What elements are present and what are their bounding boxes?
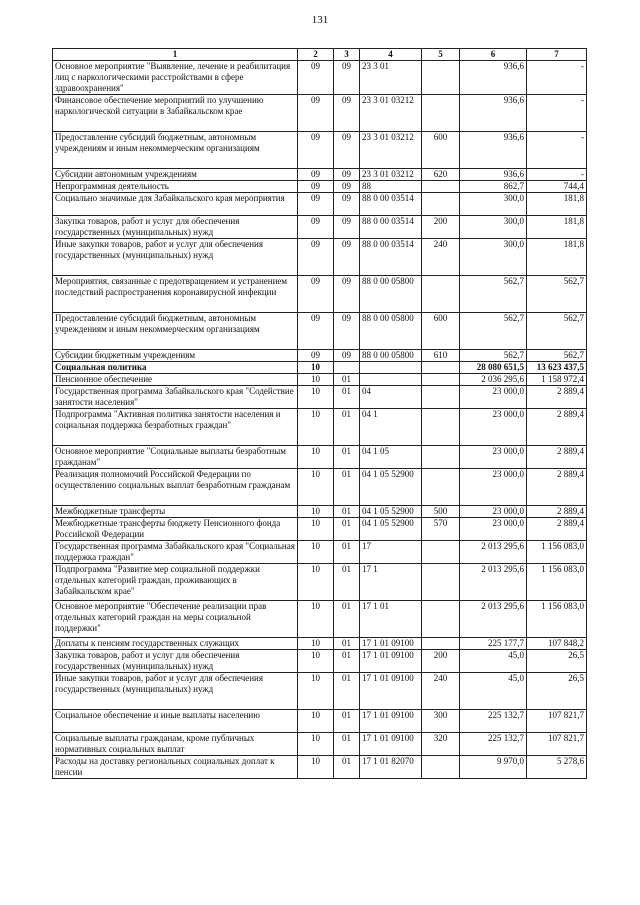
target-article-cell: 88 0 00 03514 — [360, 239, 422, 276]
amount-planned-cell: 23 000,0 — [460, 469, 527, 506]
row-name-cell: Социальная политика — [53, 362, 298, 374]
amount-planned-cell: 23 000,0 — [460, 409, 527, 446]
target-article-cell: 04 1 — [360, 409, 422, 446]
column-header: 3 — [334, 49, 360, 61]
target-article-cell: 17 1 01 09100 — [360, 733, 422, 756]
amount-planned-cell: 45,0 — [460, 650, 527, 673]
table-row — [53, 564, 587, 601]
amount-executed-cell: 744,4 — [527, 181, 587, 193]
target-article-cell: 88 0 00 05800 — [360, 313, 422, 350]
target-article-cell — [360, 374, 422, 386]
table-header-row — [53, 49, 587, 61]
amount-executed-cell: 107 821,7 — [527, 710, 587, 733]
expense-type-cell — [422, 193, 460, 216]
subsection-code-cell: 09 — [334, 239, 360, 276]
table-row — [53, 756, 587, 779]
amount-planned-cell: 23 000,0 — [460, 506, 527, 518]
table-row — [53, 374, 587, 386]
expense-type-cell: 300 — [422, 710, 460, 733]
expense-type-cell — [422, 564, 460, 601]
target-article-cell: 04 1 05 52900 — [360, 506, 422, 518]
amount-executed-cell: 2 889,4 — [527, 409, 587, 446]
expense-type-cell: 320 — [422, 733, 460, 756]
amount-planned-cell: 2 013 295,6 — [460, 541, 527, 564]
section-code-cell: 09 — [298, 95, 334, 132]
row-name-cell: Предоставление субсидий бюджетным, автономным учреждениям и иным некоммерческим организациям — [53, 313, 298, 350]
expense-type-cell — [422, 469, 460, 506]
section-code-cell: 10 — [298, 362, 334, 374]
target-article-cell: 04 1 05 — [360, 446, 422, 469]
target-article-cell: 17 — [360, 541, 422, 564]
column-header: 6 — [460, 49, 527, 61]
row-name-cell: Субсидии автономным учреждениям — [53, 169, 298, 181]
amount-executed-cell: 562,7 — [527, 276, 587, 313]
subsection-code-cell: 01 — [334, 541, 360, 564]
subsection-code-cell: 01 — [334, 374, 360, 386]
table-row — [53, 95, 587, 132]
amount-planned-cell: 2 036 295,6 — [460, 374, 527, 386]
target-article-cell: 88 0 00 03514 — [360, 193, 422, 216]
amount-executed-cell: - — [527, 61, 587, 95]
table-row — [53, 650, 587, 673]
amount-executed-cell: 562,7 — [527, 313, 587, 350]
subsection-code-cell: 09 — [334, 61, 360, 95]
row-name-cell: Мероприятия, связанные с предотвращением и устранением последствий распространения коронавирусной инфекции — [53, 276, 298, 313]
amount-executed-cell: 181,8 — [527, 239, 587, 276]
row-name-cell: Государственная программа Забайкальского края "Содействие занятости населения" — [53, 386, 298, 409]
section-code-cell: 10 — [298, 601, 334, 638]
section-code-cell: 10 — [298, 564, 334, 601]
subsection-code-cell — [334, 362, 360, 374]
amount-planned-cell: 2 013 295,6 — [460, 564, 527, 601]
target-article-cell: 23 3 01 03212 — [360, 169, 422, 181]
section-code-cell: 10 — [298, 638, 334, 650]
subsection-code-cell: 09 — [334, 132, 360, 169]
table-row — [53, 276, 587, 313]
expense-type-cell — [422, 362, 460, 374]
expense-type-cell — [422, 181, 460, 193]
amount-executed-cell: 2 889,4 — [527, 518, 587, 541]
row-name-cell: Финансовое обеспечение мероприятий по улучшению наркологической ситуации в Забайкальском крае — [53, 95, 298, 132]
amount-planned-cell: 45,0 — [460, 673, 527, 710]
row-name-cell: Предоставление субсидий бюджетным, автономным учреждениям и иным некоммерческим организациям — [53, 132, 298, 169]
amount-executed-cell: 2 889,4 — [527, 469, 587, 506]
amount-planned-cell: 225 132,7 — [460, 733, 527, 756]
row-name-cell: Подпрограмма "Активная политика занятости населения и социальная поддержка безработных граждан" — [53, 409, 298, 446]
expense-type-cell — [422, 386, 460, 409]
expense-type-cell — [422, 638, 460, 650]
subsection-code-cell: 01 — [334, 673, 360, 710]
table-row — [53, 216, 587, 239]
target-article-cell: 88 — [360, 181, 422, 193]
row-name-cell: Иные закупки товаров, работ и услуг для обеспечения государственных (муниципальных) нужд — [53, 239, 298, 276]
expense-type-cell — [422, 756, 460, 779]
row-name-cell: Межбюджетные трансферты бюджету Пенсионного фонда Российской Федерации — [53, 518, 298, 541]
section-code-cell: 09 — [298, 216, 334, 239]
table-row — [53, 313, 587, 350]
row-name-cell: Государственная программа Забайкальского края "Социальная поддержка граждан" — [53, 541, 298, 564]
table-row — [53, 132, 587, 169]
subsection-code-cell: 01 — [334, 638, 360, 650]
subsection-code-cell: 01 — [334, 650, 360, 673]
table-row — [53, 362, 587, 374]
amount-planned-cell: 300,0 — [460, 193, 527, 216]
amount-executed-cell: 181,8 — [527, 216, 587, 239]
row-name-cell: Основное мероприятие "Выявление, лечение и реабилитация лиц с наркологическими расстройствами в сфере здравоохранения" — [53, 61, 298, 95]
column-header: 7 — [527, 49, 587, 61]
section-code-cell: 09 — [298, 181, 334, 193]
amount-planned-cell: 936,6 — [460, 61, 527, 95]
table-row — [53, 506, 587, 518]
subsection-code-cell: 09 — [334, 350, 360, 362]
section-code-cell: 10 — [298, 506, 334, 518]
subsection-code-cell: 09 — [334, 95, 360, 132]
table-row — [53, 181, 587, 193]
row-name-cell: Социальные выплаты гражданам, кроме публичных нормативных социальных выплат — [53, 733, 298, 756]
section-code-cell: 10 — [298, 518, 334, 541]
row-name-cell: Социально значимые для Забайкальского края мероприятия — [53, 193, 298, 216]
subsection-code-cell: 01 — [334, 564, 360, 601]
amount-planned-cell: 9 970,0 — [460, 756, 527, 779]
amount-executed-cell: - — [527, 169, 587, 181]
subsection-code-cell: 01 — [334, 710, 360, 733]
amount-executed-cell: 562,7 — [527, 350, 587, 362]
expense-type-cell — [422, 601, 460, 638]
amount-planned-cell: 2 013 295,6 — [460, 601, 527, 638]
row-name-cell: Доплаты к пенсиям государственных служащих — [53, 638, 298, 650]
expense-type-cell — [422, 446, 460, 469]
amount-executed-cell: 181,8 — [527, 193, 587, 216]
table-body — [53, 61, 587, 779]
subsection-code-cell: 01 — [334, 518, 360, 541]
table-row — [53, 61, 587, 95]
section-code-cell: 10 — [298, 386, 334, 409]
section-code-cell: 10 — [298, 409, 334, 446]
row-name-cell: Социальное обеспечение и иные выплаты населению — [53, 710, 298, 733]
amount-executed-cell: 1 156 083,0 — [527, 601, 587, 638]
column-header: 2 — [298, 49, 334, 61]
row-name-cell: Подпрограмма "Развитие мер социальной поддержки отдельных категорий граждан, проживающих в Забайкальском крае" — [53, 564, 298, 601]
section-code-cell: 10 — [298, 374, 334, 386]
amount-executed-cell: 26,5 — [527, 650, 587, 673]
section-code-cell: 09 — [298, 61, 334, 95]
target-article-cell: 23 3 01 03212 — [360, 95, 422, 132]
subsection-code-cell: 01 — [334, 506, 360, 518]
amount-planned-cell: 23 000,0 — [460, 446, 527, 469]
section-code-cell: 10 — [298, 650, 334, 673]
table-row — [53, 469, 587, 506]
table-row — [53, 409, 587, 446]
section-code-cell: 09 — [298, 193, 334, 216]
target-article-cell: 17 1 01 82070 — [360, 756, 422, 779]
subsection-code-cell: 09 — [334, 276, 360, 313]
subsection-code-cell: 01 — [334, 386, 360, 409]
target-article-cell: 17 1 01 09100 — [360, 650, 422, 673]
target-article-cell: 88 0 00 03514 — [360, 216, 422, 239]
row-name-cell: Реализация полномочий Российской Федерации по осуществлению социальных выплат безработным гражданам — [53, 469, 298, 506]
table-row — [53, 601, 587, 638]
section-code-cell: 10 — [298, 756, 334, 779]
subsection-code-cell: 01 — [334, 469, 360, 506]
expense-type-cell: 570 — [422, 518, 460, 541]
amount-executed-cell: - — [527, 132, 587, 169]
amount-executed-cell: 107 821,7 — [527, 733, 587, 756]
amount-planned-cell: 300,0 — [460, 216, 527, 239]
budget-table — [52, 48, 587, 779]
row-name-cell: Основное мероприятие "Социальные выплаты безработным гражданам" — [53, 446, 298, 469]
table-row — [53, 733, 587, 756]
amount-executed-cell: 107 848,2 — [527, 638, 587, 650]
section-code-cell: 09 — [298, 313, 334, 350]
section-code-cell: 10 — [298, 541, 334, 564]
table-row — [53, 169, 587, 181]
expense-type-cell — [422, 95, 460, 132]
section-code-cell: 09 — [298, 132, 334, 169]
table-row — [53, 518, 587, 541]
table-row — [53, 239, 587, 276]
expense-type-cell — [422, 374, 460, 386]
table-row — [53, 446, 587, 469]
section-code-cell: 10 — [298, 446, 334, 469]
subsection-code-cell: 09 — [334, 181, 360, 193]
expense-type-cell: 620 — [422, 169, 460, 181]
row-name-cell: Расходы на доставку региональных социальных доплат к пенсии — [53, 756, 298, 779]
amount-planned-cell: 936,6 — [460, 169, 527, 181]
target-article-cell: 17 1 01 09100 — [360, 638, 422, 650]
subsection-code-cell: 01 — [334, 446, 360, 469]
table-row — [53, 541, 587, 564]
subsection-code-cell: 09 — [334, 216, 360, 239]
section-code-cell: 10 — [298, 469, 334, 506]
target-article-cell: 17 1 01 09100 — [360, 673, 422, 710]
amount-planned-cell: 936,6 — [460, 132, 527, 169]
amount-planned-cell: 225 132,7 — [460, 710, 527, 733]
row-name-cell: Иные закупки товаров, работ и услуг для обеспечения государственных (муниципальных) нужд — [53, 673, 298, 710]
amount-executed-cell: 5 278,6 — [527, 756, 587, 779]
table-row — [53, 193, 587, 216]
expense-type-cell: 240 — [422, 673, 460, 710]
row-name-cell: Пенсионное обеспечение — [53, 374, 298, 386]
subsection-code-cell: 01 — [334, 733, 360, 756]
table-row — [53, 673, 587, 710]
row-name-cell: Субсидии бюджетным учреждениям — [53, 350, 298, 362]
section-code-cell: 10 — [298, 710, 334, 733]
row-name-cell: Закупка товаров, работ и услуг для обеспечения государственных (муниципальных) нужд — [53, 650, 298, 673]
amount-planned-cell: 23 000,0 — [460, 386, 527, 409]
amount-executed-cell: 2 889,4 — [527, 386, 587, 409]
expense-type-cell: 200 — [422, 650, 460, 673]
amount-executed-cell: 1 156 083,0 — [527, 564, 587, 601]
expense-type-cell: 500 — [422, 506, 460, 518]
amount-executed-cell: 2 889,4 — [527, 506, 587, 518]
expense-type-cell: 240 — [422, 239, 460, 276]
table-row — [53, 710, 587, 733]
expense-type-cell: 610 — [422, 350, 460, 362]
target-article-cell — [360, 362, 422, 374]
target-article-cell: 23 3 01 — [360, 61, 422, 95]
expense-type-cell: 200 — [422, 216, 460, 239]
table-row — [53, 638, 587, 650]
subsection-code-cell: 09 — [334, 313, 360, 350]
expense-type-cell — [422, 541, 460, 564]
section-code-cell: 10 — [298, 673, 334, 710]
table-row — [53, 350, 587, 362]
amount-planned-cell: 936,6 — [460, 95, 527, 132]
target-article-cell: 17 1 01 — [360, 601, 422, 638]
row-name-cell: Основное мероприятие "Обеспечение реализации прав отдельных категорий граждан на меры социальной поддержки" — [53, 601, 298, 638]
row-name-cell: Закупка товаров, работ и услуг для обеспечения государственных (муниципальных) нужд — [53, 216, 298, 239]
amount-executed-cell: 13 623 437,5 — [527, 362, 587, 374]
amount-executed-cell: 26,5 — [527, 673, 587, 710]
amount-planned-cell: 225 177,7 — [460, 638, 527, 650]
column-header: 4 — [360, 49, 422, 61]
column-header: 1 — [53, 49, 298, 61]
section-code-cell: 09 — [298, 350, 334, 362]
target-article-cell: 88 0 00 05800 — [360, 350, 422, 362]
section-code-cell: 10 — [298, 733, 334, 756]
amount-executed-cell: 1 158 972,4 — [527, 374, 587, 386]
amount-planned-cell: 862,7 — [460, 181, 527, 193]
section-code-cell: 09 — [298, 239, 334, 276]
expense-type-cell — [422, 409, 460, 446]
amount-planned-cell: 28 080 651,5 — [460, 362, 527, 374]
page-number: 131 — [311, 14, 329, 26]
subsection-code-cell: 01 — [334, 409, 360, 446]
amount-planned-cell: 23 000,0 — [460, 518, 527, 541]
table-row — [53, 386, 587, 409]
target-article-cell: 23 3 01 03212 — [360, 132, 422, 169]
subsection-code-cell: 01 — [334, 601, 360, 638]
amount-executed-cell: - — [527, 95, 587, 132]
row-name-cell: Межбюджетные трансферты — [53, 506, 298, 518]
target-article-cell: 04 — [360, 386, 422, 409]
amount-planned-cell: 562,7 — [460, 350, 527, 362]
target-article-cell: 17 1 01 09100 — [360, 710, 422, 733]
section-code-cell: 09 — [298, 276, 334, 313]
subsection-code-cell: 01 — [334, 756, 360, 779]
target-article-cell: 04 1 05 52900 — [360, 469, 422, 506]
amount-executed-cell: 2 889,4 — [527, 446, 587, 469]
target-article-cell: 17 1 — [360, 564, 422, 601]
amount-executed-cell: 1 156 083,0 — [527, 541, 587, 564]
amount-planned-cell: 562,7 — [460, 313, 527, 350]
column-header: 5 — [422, 49, 460, 61]
target-article-cell: 04 1 05 52900 — [360, 518, 422, 541]
section-code-cell: 09 — [298, 169, 334, 181]
subsection-code-cell: 09 — [334, 193, 360, 216]
expense-type-cell: 600 — [422, 132, 460, 169]
amount-planned-cell: 300,0 — [460, 239, 527, 276]
target-article-cell: 88 0 00 05800 — [360, 276, 422, 313]
expense-type-cell — [422, 276, 460, 313]
expense-type-cell — [422, 61, 460, 95]
amount-planned-cell: 562,7 — [460, 276, 527, 313]
row-name-cell: Непрограммная деятельность — [53, 181, 298, 193]
expense-type-cell: 600 — [422, 313, 460, 350]
subsection-code-cell: 09 — [334, 169, 360, 181]
